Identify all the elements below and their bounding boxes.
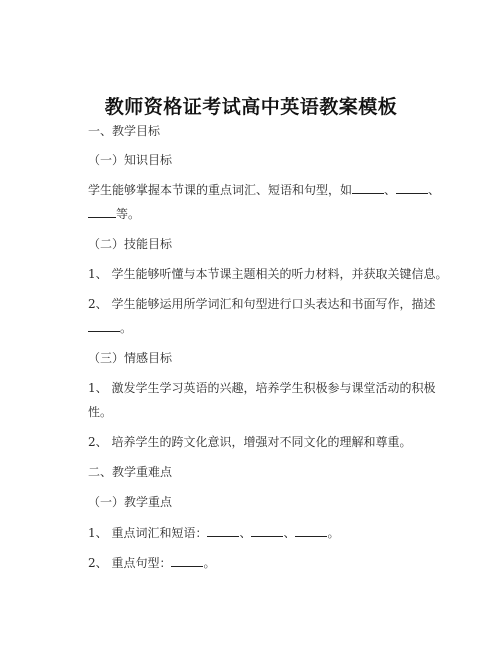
fill-blank	[396, 182, 428, 194]
focus-item-1	[88, 525, 340, 541]
text: 、	[384, 183, 397, 197]
affective-item-1-line2	[88, 404, 112, 420]
text: 1、 学生能够听懂与本节课主题相关的听力材料，并获取关键信息。	[88, 267, 448, 281]
fill-blank	[295, 525, 327, 537]
focus-item-2	[88, 555, 215, 571]
text: 等。	[116, 207, 141, 221]
fill-blank	[251, 525, 283, 537]
section-heading-objectives	[88, 123, 160, 139]
affective-item-2	[88, 434, 411, 450]
text: 、	[239, 526, 252, 540]
subsection-teaching-focus	[88, 494, 172, 510]
text: 1、 激发学生学习英语的兴趣，培养学生积极参与课堂活动的积极	[88, 381, 436, 395]
text: 学生能够掌握本节课的重点词汇、短语和句型，如	[88, 183, 353, 197]
subsection-skills	[88, 236, 172, 252]
paragraph-knowledge-line2	[88, 206, 140, 222]
text: （一）教学重点	[88, 495, 173, 509]
affective-item-1-line1	[88, 380, 435, 396]
text: （一）知识目标	[88, 153, 173, 167]
fill-blank	[207, 525, 239, 537]
text: 1、 重点词汇和短语：	[88, 526, 208, 540]
text: 一、教学目标	[88, 124, 161, 138]
paragraph-knowledge-line1	[88, 182, 440, 198]
fill-blank	[352, 182, 384, 194]
text: （三）情感目标	[88, 351, 173, 365]
text: 二、教学重难点	[88, 465, 173, 479]
text: 2、 重点句型：	[88, 556, 172, 570]
text: 。	[120, 321, 133, 335]
text: 性。	[88, 405, 113, 419]
text: 、	[428, 183, 441, 197]
skills-item-2-line2	[88, 320, 132, 336]
text: （二）技能目标	[88, 237, 173, 251]
text: 。	[327, 526, 340, 540]
section-heading-key-points	[88, 464, 172, 480]
subsection-knowledge	[88, 152, 172, 168]
fill-blank	[88, 206, 116, 218]
text: 、	[283, 526, 296, 540]
text: 2、 学生能够运用所学词汇和句型进行口头表达和书面写作，描述	[88, 297, 436, 311]
skills-item-2-line1	[88, 296, 435, 312]
subsection-affective	[88, 350, 172, 366]
fill-blank	[88, 320, 120, 332]
document-title: 教师资格证考试高中英语教案模板	[104, 96, 398, 118]
text: 。	[203, 556, 216, 570]
text: 2、 培养学生的跨文化意识，增强对不同文化的理解和尊重。	[88, 435, 412, 449]
fill-blank	[171, 555, 203, 567]
skills-item-1	[88, 266, 447, 282]
